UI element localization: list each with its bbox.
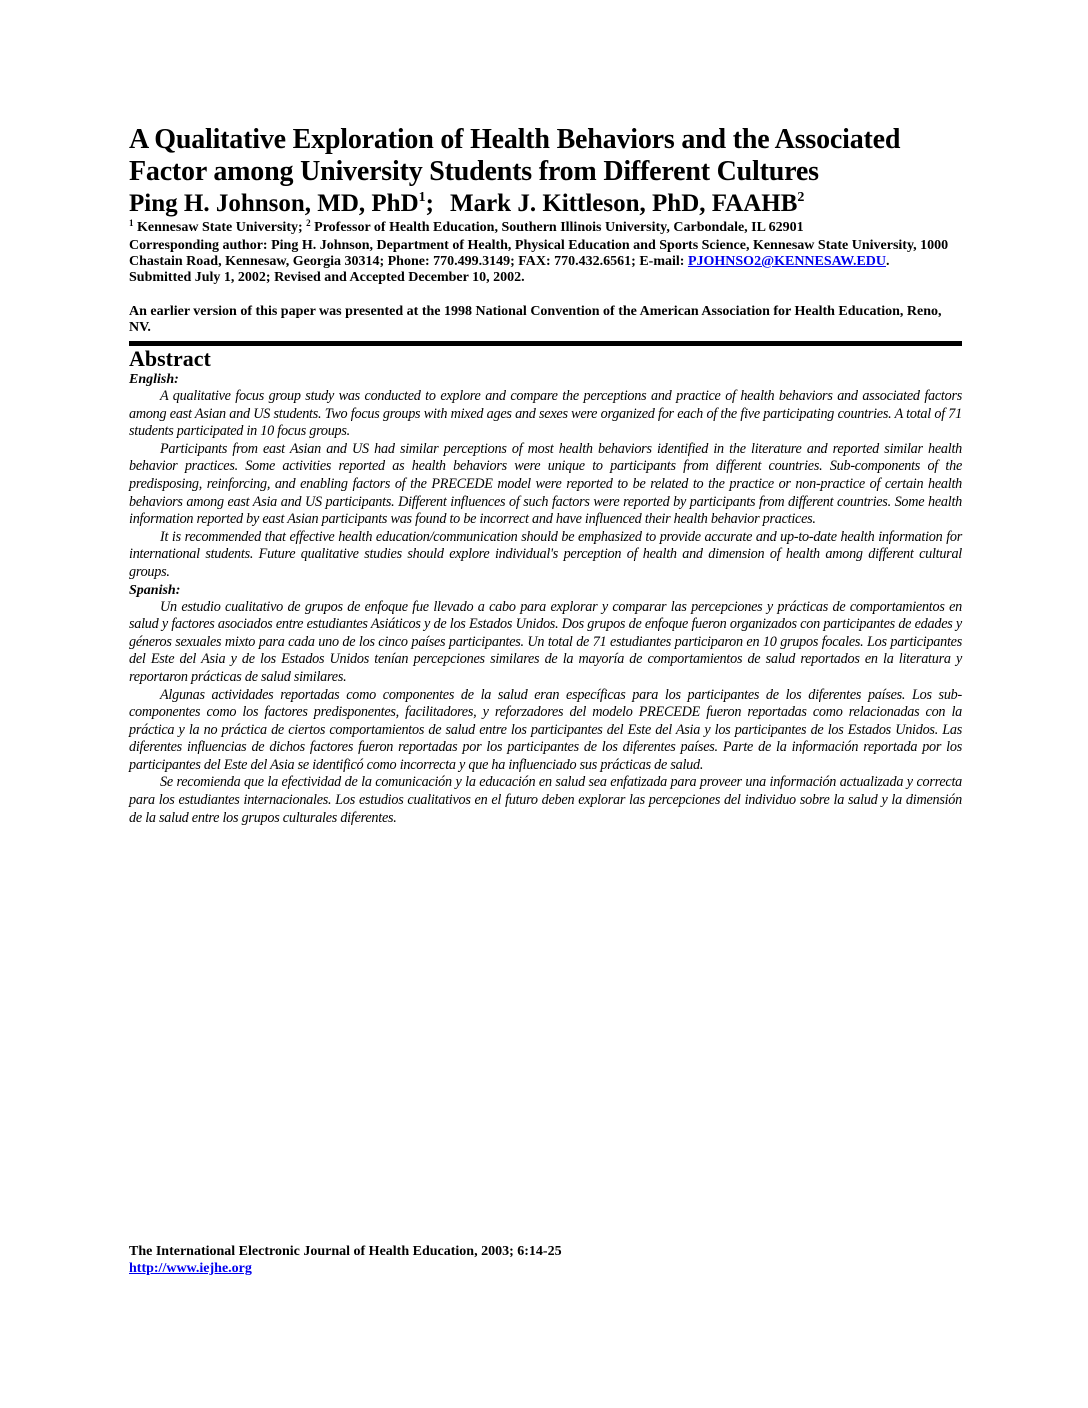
abstract-paragraph: Participants from east Asian and US had similar perceptions of most health behaviors identified in the literature and reported similar health behavior practices. Some activities reported as health behaviors were unique to participants from different countries. Sub-components of the predisposing, reinforcing, and enabling factors of the PRECEDE model were reported to be related to the practice or non-practice of certain health behaviors among east Asia and US participants. Different influences of such factors were reported by participants from different countries. Some health information reported by east Asian participants was found to be incorrect and have influenced their health behavior practices. xyxy=(129,440,962,528)
corresponding-author xyxy=(129,238,962,270)
journal-url-link[interactable]: http://www.iejhe.org xyxy=(129,1261,252,1276)
affiliation-marker: 2 xyxy=(306,218,311,228)
abstract-heading: Abstract xyxy=(129,346,211,371)
author-line xyxy=(129,190,962,218)
spanish-label: Spanish: xyxy=(129,582,181,598)
submission-dates: Submitted July 1, 2002; Revised and Accepted December 10, 2002. xyxy=(129,270,525,285)
email-link[interactable]: PJOHNSO2@KENNESAW.EDU xyxy=(687,254,886,269)
affiliation-text: Kennesaw State University; xyxy=(133,220,307,235)
page-footer xyxy=(129,1244,962,1278)
presentation-note: An earlier version of this paper was presented at the 1998 National Convention of the American Association for Health Education, Reno, NV. xyxy=(129,304,942,335)
affiliations xyxy=(129,220,962,236)
paper-content xyxy=(129,124,962,827)
english-label: English: xyxy=(129,372,179,387)
abstract-paragraph: Se recomienda que la efectividad de la comunicación y la educación en salud sea enfatizada para proveer una información actualizada y correcta para los estudiantes internacionales. Los estudios cualitativos en el futuro deben explorar las percepciones del individuo sobre la salud y la dimensión de la salud entre los grupos culturales diferentes. xyxy=(129,774,962,826)
author-separator: ; xyxy=(425,190,434,217)
abstract-paragraph: A qualitative focus group study was conducted to explore and compare the perceptions and practice of health behaviors and associated factors among east Asian and US students. Two focus groups with mixed ages and sexes were organized for each of the five participating countries. A total of 71 students participated in 10 focus groups. xyxy=(129,388,962,440)
abstract-paragraph: It is recommended that effective health education/communication should be emphasized to provide accurate and up-to-date health information for international students. Future qualitative studies should explore individual's perception of health and dimension of health among different cultural groups. xyxy=(129,528,962,580)
author-name: Mark J. Kittleson, PhD, FAAHB xyxy=(449,190,798,217)
affiliation-marker: 1 xyxy=(129,218,134,228)
author-name: Ping H. Johnson, MD, PhD xyxy=(129,190,419,217)
affiliation-text: Professor of Health Education, Southern Illinois University, Carbondale, IL 62901 xyxy=(310,220,804,235)
corresponding-text: Corresponding author: Ping H. Johnson, Department of Health, Physical Education and Sports Science, Kennesaw State University, 1000 Chastain Road, Kennesaw, Georgia 30314; Phone: 770.499.3149; FAX: 770.432.6561; E-mail: xyxy=(129,238,949,269)
corresponding-end: . xyxy=(886,254,890,269)
section-divider xyxy=(129,341,962,346)
abstract-paragraph: Un estudio cualitativo de grupos de enfoque fue llevado a cabo para explorar y comparar las percepciones y prácticas de comportamientos en salud y factores asociados entre estudiantes Asiáticos y de los Estados Unidos. Dos grupos de enfoque fueron organizados con participantes de edades y géneros sexuales mixto para cada uno de los cinco países participantes. Un total de 71 estudiantes participaron en 10 grupos focales. Los participantes del Este del Asia y de los Estados Unidos tenían percepciones similares de la mayoría de comportamientos de salud reportados en la literatura y reportaron prácticas de salud similares. xyxy=(129,598,962,685)
paper-title: A Qualitative Exploration of Health Behaviors and the Associated Factor among University Students from Different Cultures xyxy=(129,124,901,187)
abstract-paragraph: Algunas actividades reportadas como componentes de la salud eran específicas para los participantes de los diferentes países. Los sub-componentes como los factores predisponentes, facilitadores, y reforzadores del modelo PRECEDE fueron reportadas como relacionadas con la práctica y la no práctica de ciertos comportamientos de salud entre los participantes del Este del Asia y los participantes de los Estados Unidos. Las diferentes influencias de dichos factores fueron reportadas por los participantes de los diferentes países. Parte de la información reportada por los participantes del Este del Asia se identificó como incorrecta y que ha influenciado sus prácticas de salud. xyxy=(129,686,962,773)
author-affiliation-marker: 1 xyxy=(418,190,426,205)
author-affiliation-marker: 2 xyxy=(797,190,805,205)
journal-citation: The International Electronic Journal of Health Education, 2003; 6:14-25 xyxy=(129,1244,562,1259)
